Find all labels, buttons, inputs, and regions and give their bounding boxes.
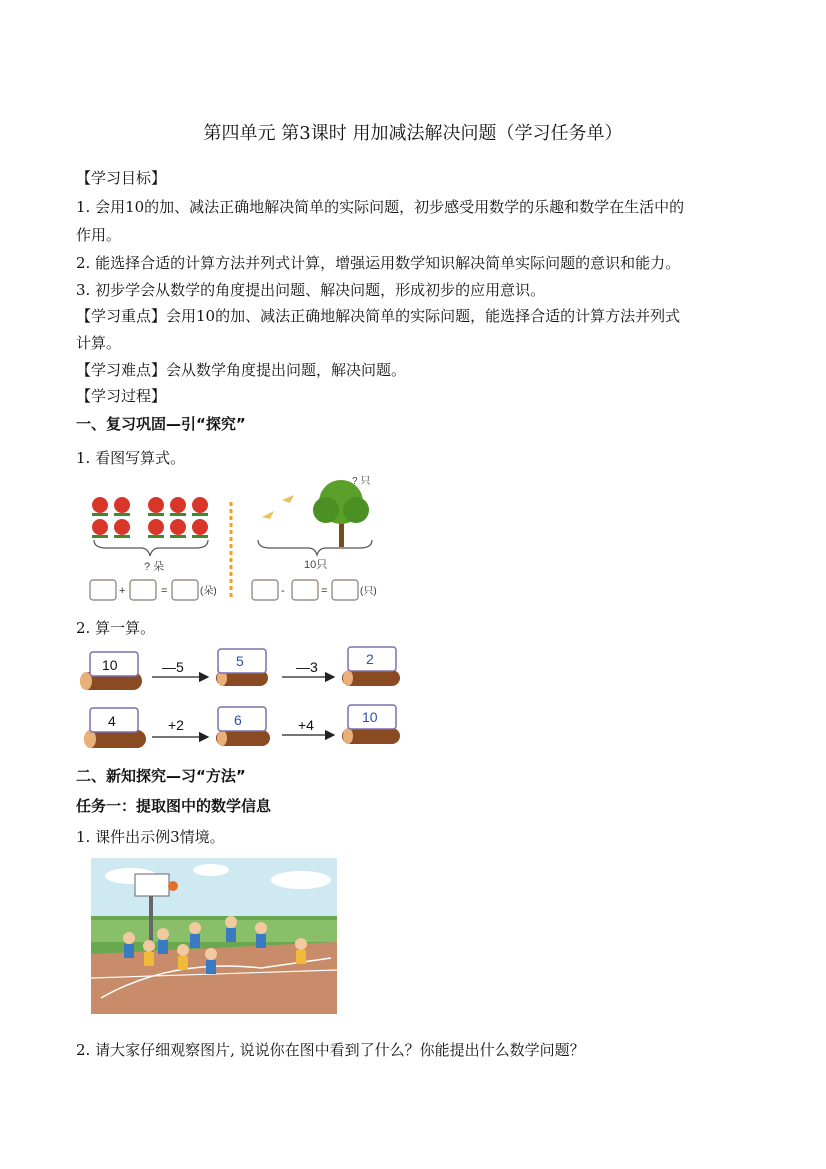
objectives-header: 【学习目标】 [76,169,167,187]
chain2-start: 4 [108,713,116,729]
figure-calculation-chains [76,644,406,752]
minus-sign: - [281,585,285,597]
process-header: 【学习过程】 [76,387,167,405]
chain2-end: 10 [362,709,378,725]
difficulty: 【学习难点】会从数学角度提出问题，解决问题。 [76,361,407,379]
objective-1: 1. 会用10的加、减法正确地解决简单的实际问题，初步感受用数学的乐趣和数学在生活中的 [76,198,685,216]
plus-sign: + [119,585,126,597]
basketball-icon [168,881,178,891]
chain1-op2: —3 [296,659,318,675]
objective-3: 3. 初步学会从数学的角度提出问题、解决问题，形成初步的应用意识。 [76,281,546,299]
chain1-end: 2 [366,651,374,667]
key-points-cont: 计算。 [76,334,122,352]
birds-question-label: ? 只 [352,476,371,487]
key-points: 【学习重点】会用10的加、减法正确地解决简单的实际问题，能选择合适的计算方法并列式 [76,307,681,325]
flower-group [92,497,208,556]
question-3: 1. 课件出示例3情境。 [76,828,225,846]
birds-unit: (只) [360,586,377,597]
birds-total-label: 10只 [304,559,328,571]
figure-flowers-birds [86,472,396,607]
chain2-mid: 6 [234,712,242,728]
question-2: 2. 算一算。 [76,619,156,637]
question-1: 1. 看图写算式。 [76,449,186,467]
objective-1-cont: 作用。 [76,226,122,244]
section-2-heading: 二、新知探究—习“方法” [76,767,246,785]
basketball-scene-image [91,858,337,1014]
chain1-start: 10 [102,657,118,673]
flowers-unit: (朵) [200,586,217,597]
flowers-question-label: ? 朵 [144,561,165,573]
task-1-heading: 任务一：提取图中的数学信息 [76,797,272,815]
equals-sign-2: = [321,585,328,597]
equals-sign-1: = [161,585,168,597]
chain1-op1: —5 [162,659,184,675]
objective-2: 2. 能选择合适的计算方法并列式计算，增强运用数学知识解决简单实际问题的意识和能力。 [76,254,681,272]
bird-icon [262,495,294,519]
page-title: 第四单元 第3课时 用加减法解决问题（学习任务单） [203,123,623,144]
section-1-heading: 一、复习巩固—引“探究” [76,415,246,433]
chain1-mid: 5 [236,653,244,669]
tree-icon [313,480,369,547]
chain2-op1: +2 [168,717,184,733]
chain2-op2: +4 [298,717,314,733]
question-4: 2. 请大家仔细观察图片, 说说你在图中看到了什么？你能提出什么数学问题？ [76,1041,585,1059]
equation-left [90,580,358,600]
